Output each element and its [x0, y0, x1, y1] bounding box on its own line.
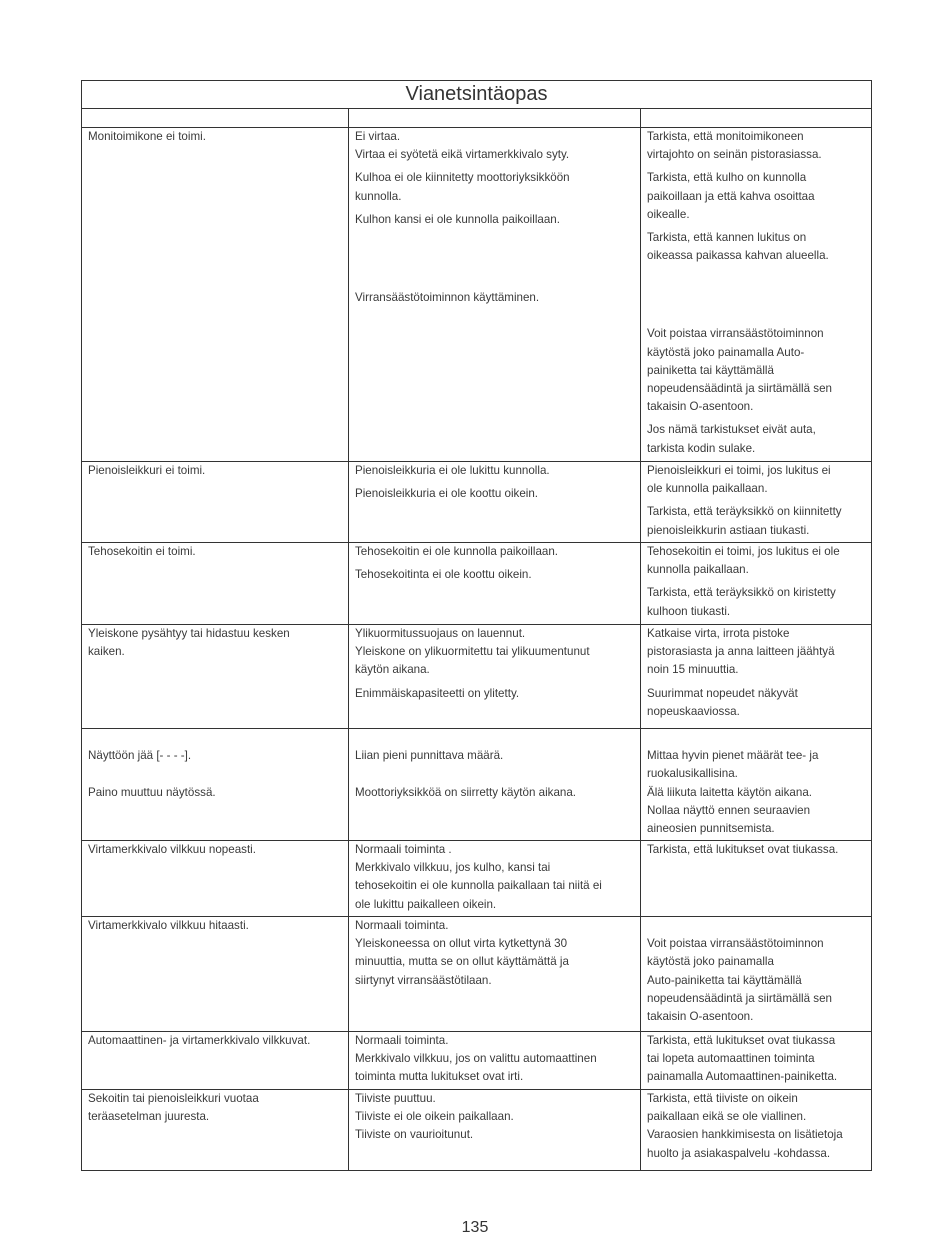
- problem-cell: [82, 1090, 349, 1171]
- text-line: Yleiskoneessa on ollut virta kytkettynä 30: [355, 937, 568, 951]
- problem-cell: [82, 841, 349, 917]
- text-line: [88, 729, 344, 747]
- text-block: [647, 1032, 867, 1087]
- text-line: nopeudensäädintä ja siirtämällä sen: [647, 382, 832, 396]
- text-line: noin 15 minuuttia.: [647, 663, 739, 677]
- text-line: kaiken.: [88, 645, 125, 659]
- text-line: Katkaise virta, irrota pistoke: [647, 627, 790, 640]
- problem-cell: [82, 543, 349, 625]
- text-line: ole kunnolla paikallaan.: [647, 482, 768, 496]
- text-line: Pienoisleikkuria ei ole lukittu kunnolla.: [355, 464, 550, 477]
- solution-cell: [641, 1090, 872, 1171]
- cause-cell: [349, 543, 641, 625]
- cause-cell: [349, 729, 641, 841]
- text-line: käytön aikana.: [355, 663, 430, 677]
- text-line: [355, 729, 636, 747]
- text-block: [355, 289, 636, 307]
- solution-cell: [641, 729, 872, 841]
- text-line: pistorasiasta ja anna laitteen jäähtyä: [647, 645, 835, 659]
- text-line: Monitoimikone ei toimi.: [88, 130, 206, 143]
- text-line: Tarkista, että lukitukset ovat tiukassa.: [647, 843, 839, 856]
- text-line: Tarkista, että monitoimikoneen: [647, 130, 804, 143]
- text-line: painamalla Automaattinen-painiketta.: [647, 1070, 838, 1084]
- solution-cell: [641, 841, 872, 917]
- text-line: pienoisleikkurin astiaan tiukasti.: [647, 523, 810, 537]
- header-cell-solution: [641, 109, 872, 128]
- text-line: Tarkista, että teräyksikkö on kiristetty: [647, 586, 836, 600]
- text-line: Tehosekoitin ei ole kunnolla paikoillaan.: [355, 545, 559, 558]
- text-line: huolto ja asiakaspalvelu -kohdassa.: [647, 1146, 831, 1160]
- table-title: Vianetsintäopas: [82, 81, 872, 109]
- text-line: Kulhoa ei ole kiinnitetty moottoriyksikköön: [355, 171, 570, 185]
- cause-cell: [349, 1090, 641, 1171]
- text-line: Tiiviste on vaurioitunut.: [355, 1128, 474, 1142]
- text-line: käytöstä joko painamalla: [647, 955, 774, 969]
- text-line: kulhoon tiukasti.: [647, 604, 731, 618]
- text-block: [647, 325, 867, 416]
- text-line: Älä liikuta laitetta käytön aikana.: [647, 785, 812, 799]
- text-line: Tarkista, että teräyksikkö on kiinnitetty: [647, 505, 842, 519]
- text-block: [88, 128, 344, 146]
- text-line: [355, 765, 636, 783]
- text-line: käytöstä joko painamalla Auto-: [647, 345, 805, 359]
- text-block: [647, 685, 867, 721]
- text-line: Tarkista, että lukitukset ovat tiukassa: [647, 1034, 836, 1047]
- text-line: Moottoriyksikköä on siirretty käytön aikana.: [355, 785, 577, 799]
- text-line: Virtaa ei syötetä eikä virtamerkkivalo syty.: [355, 148, 570, 162]
- text-line: Virtamerkkivalo vilkkuu hitaasti.: [88, 919, 249, 932]
- text-line: Tiiviste puuttuu.: [355, 1092, 436, 1105]
- text-block: [355, 729, 636, 802]
- text-line: Paino muuttuu näytössä.: [88, 785, 216, 799]
- text-line: Enimmäiskapasiteetti on ylitetty.: [355, 686, 520, 700]
- table-row: [82, 543, 872, 625]
- text-line: Suurimmat nopeudet näkyvät: [647, 686, 798, 700]
- text-line: Pienoisleikkuri ei toimi.: [88, 464, 206, 477]
- text-line: oikealle.: [647, 207, 690, 221]
- text-line: painiketta tai käyttämällä: [647, 363, 774, 377]
- text-line: Pienoisleikkuria ei ole koottu oikein.: [355, 487, 539, 501]
- text-line: [647, 917, 867, 935]
- text-line: Virransäästötoiminnon käyttäminen.: [355, 291, 540, 305]
- text-line: Nollaa näyttö ennen seuraavien: [647, 803, 811, 817]
- text-block: [647, 917, 867, 1026]
- text-line: Ei virtaa.: [355, 130, 401, 143]
- text-block: [355, 211, 636, 229]
- table-row: [82, 1032, 872, 1090]
- text-block: [647, 625, 867, 680]
- text-line: ole lukittu paikalleen oikein.: [355, 897, 497, 911]
- problem-cell: [82, 462, 349, 543]
- text-line: tai lopeta automaattinen toiminta: [647, 1052, 815, 1066]
- text-block: [355, 841, 636, 914]
- table-row: [82, 625, 872, 729]
- table-row: [82, 128, 872, 462]
- text-block: [88, 729, 344, 802]
- text-block: [647, 462, 867, 498]
- text-line: kunnolla.: [355, 189, 402, 203]
- text-block: [647, 729, 867, 838]
- text-block: [88, 625, 344, 661]
- text-line: Liian pieni punnittava määrä.: [355, 749, 504, 763]
- table-row: [82, 1090, 872, 1171]
- table-row: [82, 462, 872, 543]
- text-block: [355, 917, 636, 990]
- solution-cell: [641, 625, 872, 729]
- text-line: Pienoisleikkuri ei toimi, jos lukitus ei: [647, 464, 831, 477]
- text-block: [355, 685, 636, 703]
- text-line: Ylikuormitussuojaus on lauennut.: [355, 627, 526, 640]
- text-block: [88, 1090, 344, 1126]
- solution-cell: [641, 1032, 872, 1090]
- solution-cell: [641, 462, 872, 543]
- text-line: Merkkivalo vilkkuu, jos on valittu automaattinen: [355, 1052, 597, 1066]
- text-line: Varaosien hankkimisesta on lisätietoja: [647, 1128, 843, 1142]
- cause-cell: [349, 917, 641, 1032]
- troubleshooting-table: [81, 80, 872, 1171]
- text-block: [647, 229, 867, 265]
- page-number: 135: [461, 1219, 489, 1236]
- text-block: [647, 543, 867, 579]
- cause-cell: [349, 625, 641, 729]
- text-line: Jos nämä tarkistukset eivät auta,: [647, 423, 816, 437]
- text-block: [647, 503, 867, 539]
- problem-cell: [82, 917, 349, 1032]
- text-line: Voit poistaa virransäästötoiminnon: [647, 327, 824, 341]
- text-line: Auto-painiketta tai käyttämällä: [647, 973, 802, 987]
- text-line: Tarkista, että kulho on kunnolla: [647, 171, 807, 185]
- table-row: [82, 841, 872, 917]
- text-line: Näyttöön jää [- - - -].: [88, 749, 192, 763]
- text-line: Mittaa hyvin pienet määrät tee- ja: [647, 749, 819, 763]
- text-block: [355, 485, 636, 503]
- text-block: [647, 841, 867, 859]
- solution-cell: [641, 128, 872, 462]
- text-line: tehosekoitin ei ole kunnolla paikallaan tai niitä ei: [355, 879, 602, 893]
- text-line: minuuttia, mutta se on ollut käyttämättä ja: [355, 955, 569, 969]
- header-cell-problem: [82, 109, 349, 128]
- text-block: [355, 625, 636, 680]
- text-line: aineosien punnitsemista.: [647, 822, 775, 836]
- text-line: Tiiviste ei ole oikein paikallaan.: [355, 1110, 514, 1124]
- header-cell-cause: [349, 109, 641, 128]
- text-line: paikoillaan ja että kahva osoittaa: [647, 189, 815, 203]
- text-line: nopeuskaaviossa.: [647, 704, 740, 718]
- cause-cell: [349, 128, 641, 462]
- solution-cell: [641, 543, 872, 625]
- text-line: tarkista kodin sulake.: [647, 441, 756, 455]
- text-line: Yleiskone pysähtyy tai hidastuu kesken: [88, 627, 290, 640]
- solution-cell: [641, 917, 872, 1032]
- text-block: [88, 462, 344, 480]
- text-line: Automaattinen- ja virtamerkkivalo vilkkuvat.: [88, 1034, 311, 1047]
- text-block: [647, 421, 867, 457]
- text-block: [647, 128, 867, 164]
- text-line: Virtamerkkivalo vilkkuu nopeasti.: [88, 843, 256, 856]
- text-block: [355, 169, 636, 205]
- text-line: Normaali toiminta .: [355, 843, 452, 856]
- text-block: [355, 1032, 636, 1087]
- text-block: [88, 841, 344, 859]
- text-block: [355, 543, 636, 561]
- text-line: Merkkivalo vilkkuu, jos kulho, kansi tai: [355, 861, 551, 875]
- text-line: Tarkista, että tiiviste on oikein: [647, 1092, 798, 1105]
- text-block: [88, 543, 344, 561]
- problem-cell: [82, 625, 349, 729]
- text-line: nopeudensäädintä ja siirtämällä sen: [647, 991, 832, 1005]
- block-gap: [355, 229, 636, 234]
- cause-cell: [349, 841, 641, 917]
- text-block: [647, 1090, 867, 1163]
- table-row: [82, 917, 872, 1032]
- text-block: [355, 1090, 636, 1145]
- problem-cell: [82, 729, 349, 841]
- text-block: [647, 169, 867, 224]
- text-line: virtajohto on seinän pistorasiassa.: [647, 148, 822, 162]
- cause-cell: [349, 1032, 641, 1090]
- text-block: [88, 1032, 344, 1050]
- text-line: [88, 765, 344, 783]
- text-line: Tarkista, että kannen lukitus on: [647, 231, 807, 245]
- text-line: oikeassa paikassa kahvan alueella.: [647, 249, 829, 263]
- text-line: Tehosekoitin ei toimi.: [88, 545, 196, 558]
- problem-cell: [82, 1032, 349, 1090]
- text-block: [88, 917, 344, 935]
- block-gap: [647, 265, 867, 270]
- problem-cell: [82, 128, 349, 462]
- text-line: kunnolla paikallaan.: [647, 563, 749, 577]
- text-line: toiminta mutta lukitukset ovat irti.: [355, 1070, 524, 1084]
- text-line: Tehosekoitinta ei ole koottu oikein.: [355, 568, 532, 582]
- text-line: teräasetelman juuresta.: [88, 1110, 210, 1124]
- text-line: Kulhon kansi ei ole kunnolla paikoillaan.: [355, 212, 560, 226]
- text-line: Yleiskone on ylikuormitettu tai ylikuumentunut: [355, 645, 590, 659]
- text-line: siirtynyt virransäästötilaan.: [355, 973, 492, 987]
- text-line: Voit poistaa virransäästötoiminnon: [647, 937, 824, 951]
- text-line: Normaali toiminta.: [355, 919, 449, 932]
- text-line: Tehosekoitin ei toimi, jos lukitus ei ole: [647, 545, 840, 558]
- table-row: [82, 729, 872, 841]
- text-block: [647, 584, 867, 620]
- text-block: [355, 128, 636, 164]
- text-line: takaisin O-asentoon.: [647, 400, 754, 414]
- text-line: Normaali toiminta.: [355, 1034, 449, 1047]
- text-block: [355, 566, 636, 584]
- text-line: takaisin O-asentoon.: [647, 1010, 754, 1024]
- text-line: Sekoitin tai pienoisleikkuri vuotaa: [88, 1092, 259, 1105]
- text-line: [647, 729, 867, 747]
- text-line: paikallaan eikä se ole viallinen.: [647, 1110, 807, 1124]
- cause-cell: [349, 462, 641, 543]
- text-block: [355, 462, 636, 480]
- text-line: ruokalusikallisina.: [647, 767, 738, 781]
